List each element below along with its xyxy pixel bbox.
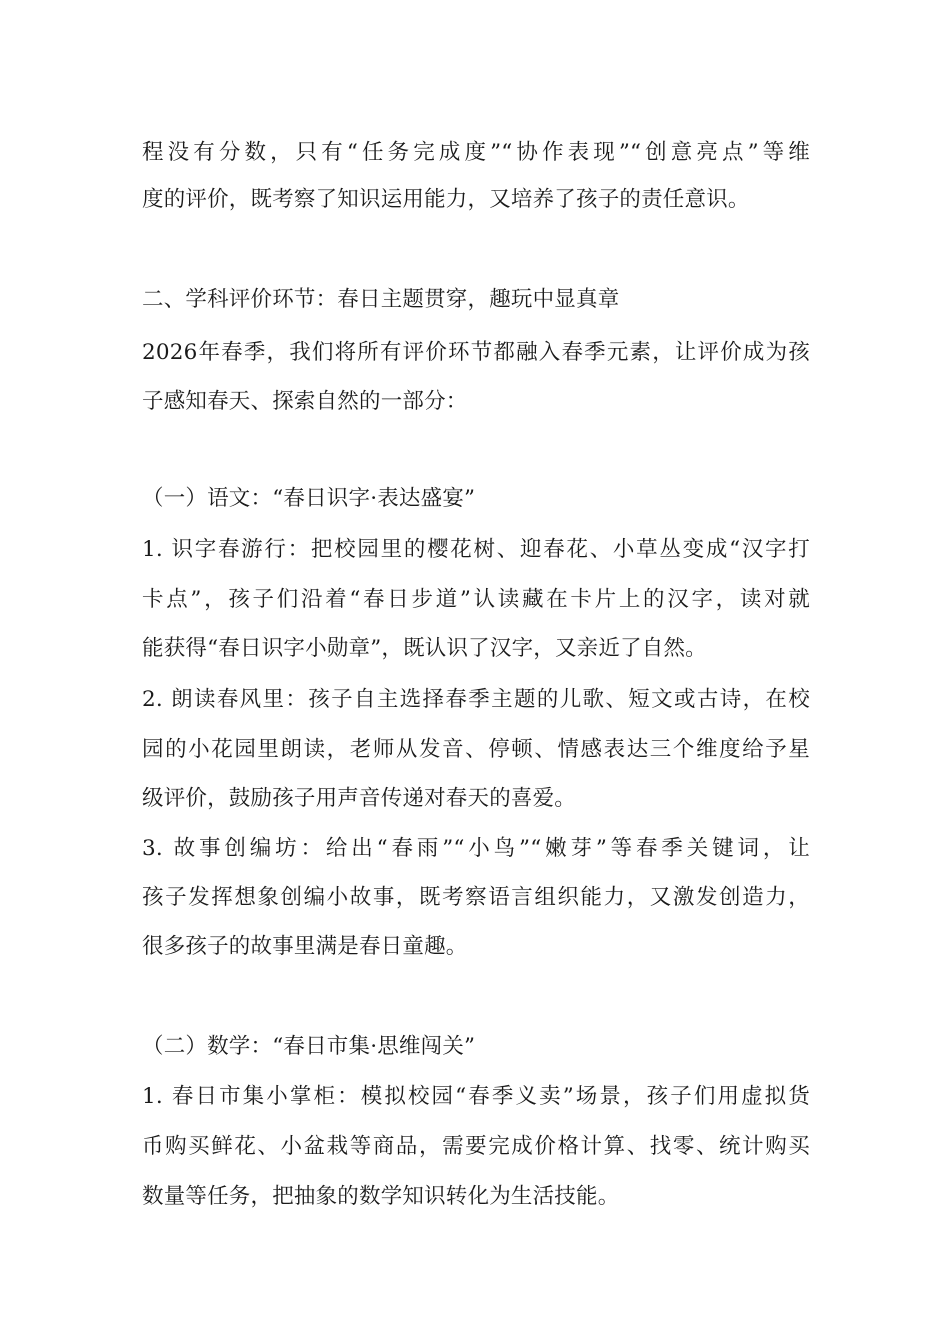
list-item-line: 3. 故事创编坊：给出“春雨”“小鸟”“嫩芽”等春季关键词，让: [142, 836, 810, 861]
subsection-heading: （二）数学：“春日市集·思维闯关”: [142, 1034, 476, 1059]
paragraph-line: 程没有分数，只有“任务完成度”“协作表现”“创意亮点”等维: [142, 140, 810, 165]
list-item-line: 能获得“春日识字小勋章”，既认识了汉字，又亲近了自然。: [142, 636, 707, 661]
paragraph-line: 2026年春季，我们将所有评价环节都融入春季元素，让评价成为孩: [142, 340, 810, 365]
list-item-line: 2. 朗读春风里：孩子自主选择春季主题的儿歌、短文或古诗，在校: [142, 687, 810, 712]
paragraph-line: 子感知春天、探索自然的一部分：: [142, 389, 468, 414]
list-item-line: 数量等任务，把抽象的数学知识转化为生活技能。: [142, 1184, 620, 1209]
paragraph-line: 度的评价，既考察了知识运用能力，又培养了孩子的责任意识。: [142, 187, 750, 212]
list-item-line: 级评价，鼓励孩子用声音传递对春天的喜爱。: [142, 786, 577, 811]
list-item-line: 园的小花园里朗读，老师从发音、停顿、情感表达三个维度给予星: [142, 737, 810, 762]
subsection-heading: （一）语文：“春日识字·表达盛宴”: [142, 486, 476, 511]
list-item-line: 1. 春日市集小掌柜：模拟校园“春季义卖”场景，孩子们用虚拟货: [142, 1084, 810, 1109]
section-heading: 二、学科评价环节：春日主题贯穿，趣玩中显真章: [142, 287, 620, 312]
list-item-line: 很多孩子的故事里满是春日童趣。: [142, 934, 468, 959]
list-item-line: 1. 识字春游行：把校园里的樱花树、迎春花、小草丛变成“汉字打: [142, 537, 810, 562]
list-item-line: 孩子发挥想象创编小故事，既考察语言组织能力，又激发创造力，: [142, 885, 810, 910]
list-item-line: 卡点”，孩子们沿着“春日步道”认读藏在卡片上的汉字，读对就: [142, 587, 810, 612]
list-item-line: 币购买鲜花、小盆栽等商品，需要完成价格计算、找零、统计购买: [142, 1134, 810, 1159]
